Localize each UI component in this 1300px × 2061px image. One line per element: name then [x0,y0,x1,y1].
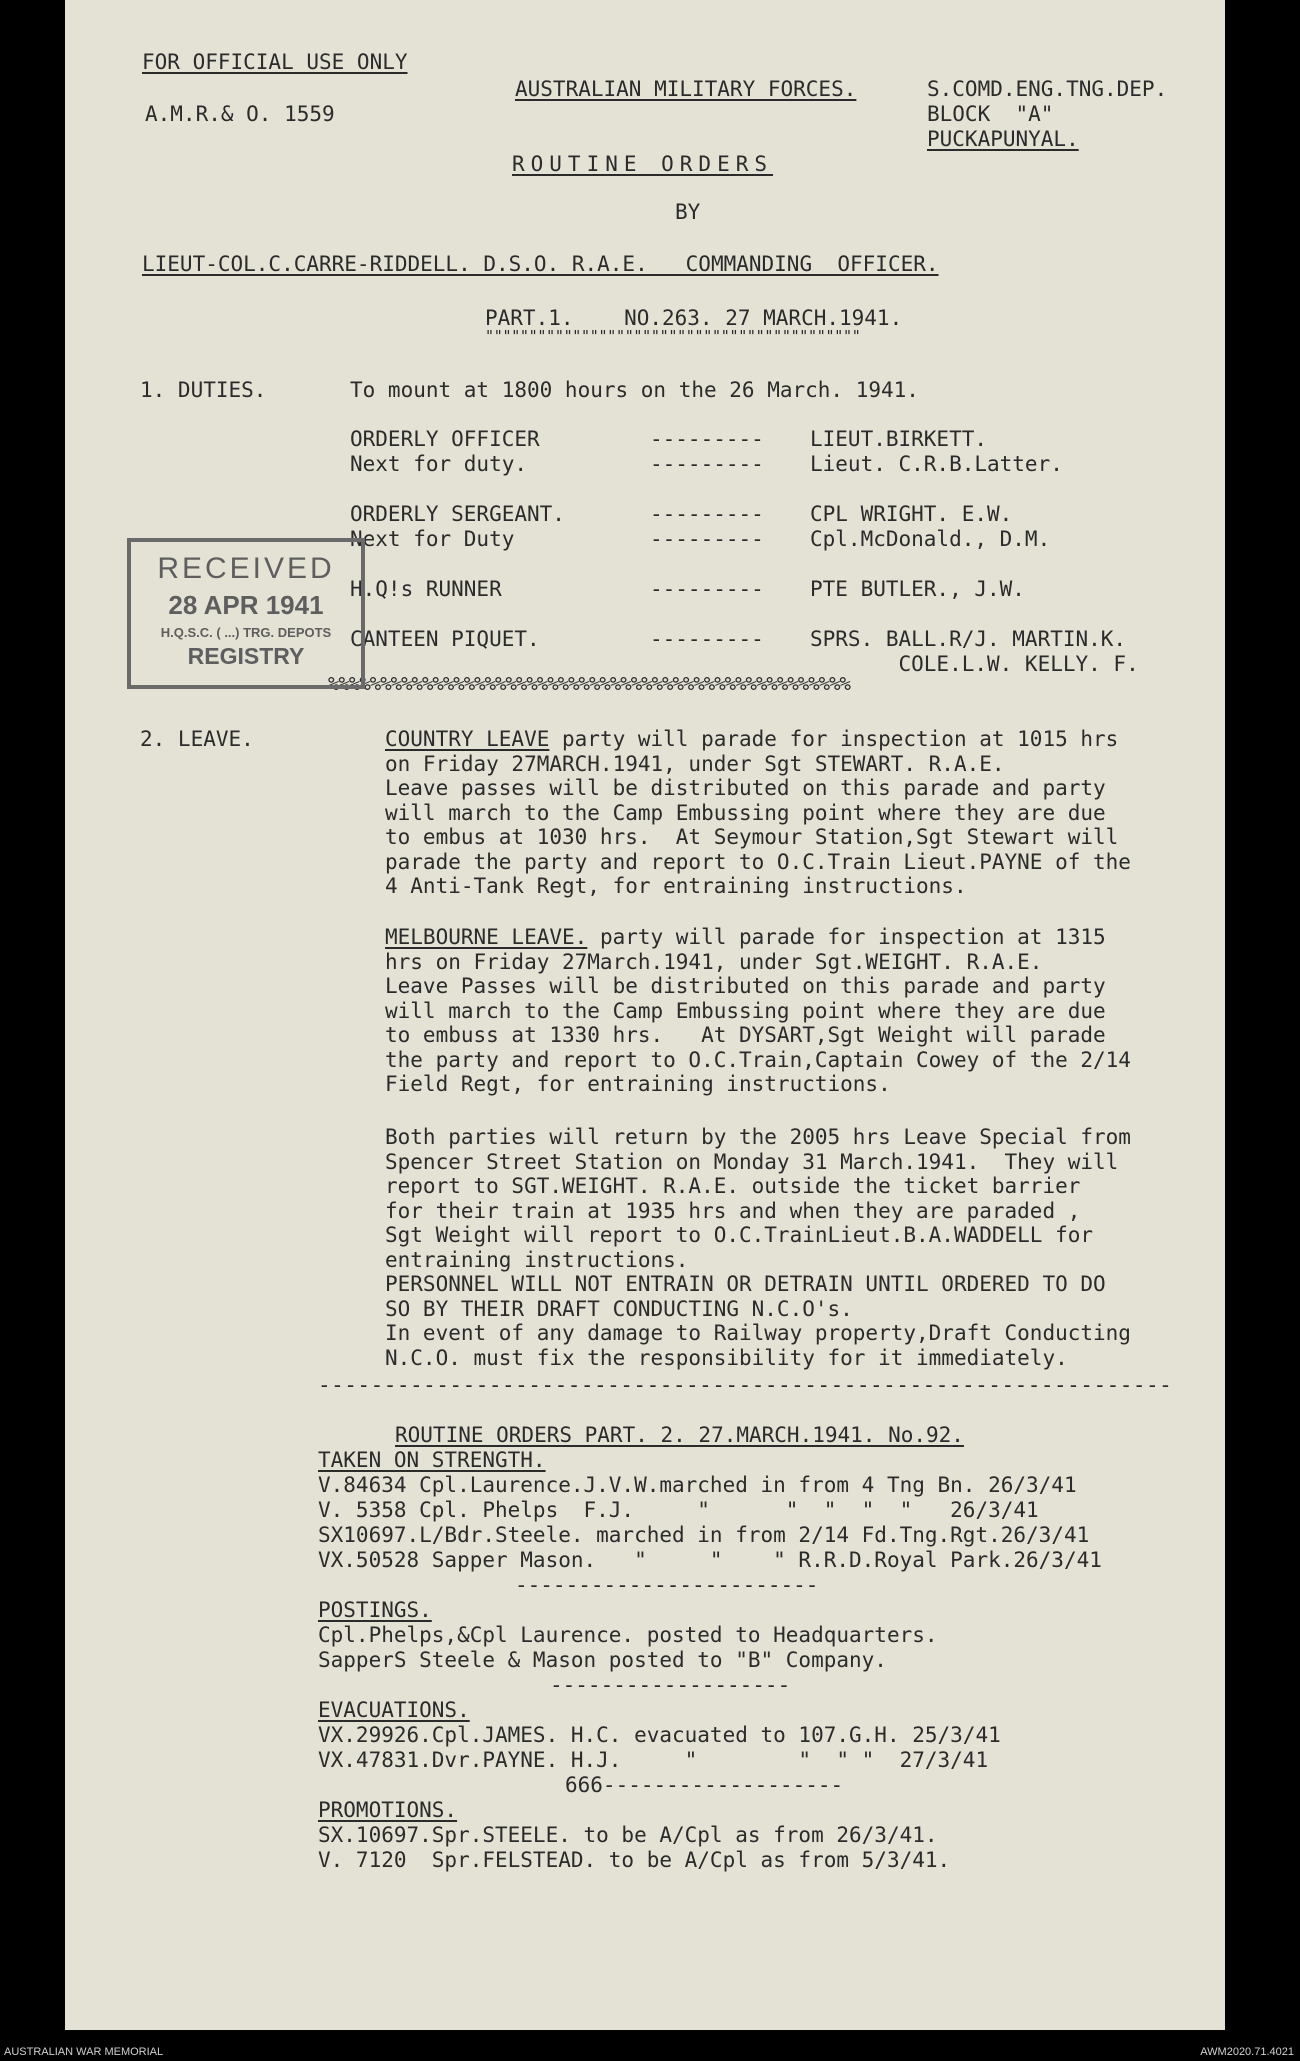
unit-line-1: S.COMD.ENG.TNG.DEP. [927,77,1168,101]
section-rule: ----------------------------------------------------------------- [318,1373,1173,1397]
duty-dash: --------- [650,577,764,601]
stamp-received-text: RECEIVED [157,552,335,585]
evacuation-row: VX.47831.Dvr.PAYNE. H.J. " " " " 27/3/41 [318,1748,989,1772]
unit-line-3: PUCKAPUNYAL. [927,127,1079,151]
organisation-name: AUSTRALIAN MILITARY FORCES. [515,77,857,101]
leave-heading: 2. LEAVE. [140,727,254,751]
received-stamp [127,538,365,689]
duty-dash: --------- [650,527,764,551]
stamp-date: 28 APR 1941 [168,590,324,620]
posting-row: Cpl.Phelps,&Cpl Laurence. posted to Headquarters. [318,1623,938,1647]
page-title: ROUTINE ORDERS [512,152,774,176]
evacuations-heading: EVACUATIONS. [318,1698,470,1722]
melbourne-leave-heading: MELBOURNE LEAVE. [385,925,588,949]
duty-role: H.Q!s RUNNER [350,577,502,601]
footer-accession-number: AWM2020.71.4021 [1200,2046,1294,2058]
return-paragraph: Both parties will return by the 2005 hrs Leave Special from Spencer Street Station on Monday 31 March.1941. They will report to SGT.WEIGHT. R.A.E. outside the ticket barrier for their train at 1935 hrs and when they are paraded , Sgt Weight will report to O.C.TrainLieut.B.A.WADDELL for entraining instructions. PERSONNEL WILL NOT ENTRAIN OR DETRAIN UNTIL ORDERED TO DO SO BY THEIR DRAFT CONDUCTING N.C.O's. In event of any damage to Railway property,Draft Conducting N.C.O. must fix the responsibility for it immediately. [385,1125,1131,1370]
tos-row: V. 5358 Cpl. Phelps F.J. " " " " " 26/3/41 [318,1498,1039,1522]
duties-intro: To mount at 1800 hours on the 26 March. 1941. [350,378,919,402]
duty-role: ORDERLY OFFICER [350,427,540,451]
duty-role: ORDERLY SERGEANT. [350,502,565,526]
short-rule: 666------------------- [565,1773,844,1797]
melbourne-leave-paragraph [385,925,1131,1097]
short-rule: ------------------------ [515,1573,819,1597]
duty-name: PTE BUTLER., J.W. [810,577,1025,601]
melbourne-leave-text: party will parade for inspection at 1315 hrs on Friday 27March.1941, under Sgt.WEIGHT. R.A.E. Leave Passes will be distributed on this parade and party will march to the Camp Embussing point where they are due to embuss at 1330 hrs. At DYSART,Sgt Weight will parade the party and report to O.C.Train,Captain Cowey of the 2/14 Field Regt, for entraining instructions. [385,925,1131,1096]
tos-row: VX.50528 Sapper Mason. " " " R.R.D.Royal Park.26/3/41 [318,1548,1102,1572]
by-label: BY [675,200,701,224]
duty-name: CPL WRIGHT. E.W. [810,502,1013,526]
promotion-row: SX.10697.Spr.STEELE. to be A/Cpl as from 26/3/41. [318,1823,938,1847]
duty-name: LIEUT.BIRKETT. [810,427,988,451]
reference-number: A.M.R.& O. 1559 [145,102,335,126]
posting-row: SapperS Steele & Mason posted to "B" Company. [318,1648,887,1672]
percent-separator: %%%%%%%%%%%%%%%%%%%%%%%%%%%%%%%%%%%%%%%%%%%%%%%%%% [328,673,850,695]
duty-name: Lieut. C.R.B.Latter. [810,452,1063,476]
unit-line-2: BLOCK "A" [927,102,1054,126]
taken-on-strength-heading: TAKEN ON STRENGTH. [318,1448,546,1472]
duty-dash: --------- [650,502,764,526]
duties-heading: 1. DUTIES. [140,378,267,402]
duty-name: SPRS. BALL.R/J. MARTIN.K. [810,627,1127,651]
promotions-heading: PROMOTIONS. [318,1798,458,1822]
part-line-underline: """"""""""""""""""""""""""""""""""""""""""" [485,327,861,345]
classification-label: FOR OFFICIAL USE ONLY [142,50,408,74]
duty-role: Next for Duty [350,527,515,551]
part-number-line: PART.1. NO.263. 27 MARCH.1941. [485,306,903,330]
duty-dash: --------- [650,627,764,651]
footer-source-label: AUSTRALIAN WAR MEMORIAL [4,2046,164,2058]
duty-name: Cpl.McDonald., D.M. [810,527,1051,551]
stamp-unit: H.Q.S.C. ( ...) TRG. DEPOTS [160,624,332,640]
evacuation-row: VX.29926.Cpl.JAMES. H.C. evacuated to 107.G.H. 25/3/41 [318,1723,1001,1747]
stamp-registry: REGISTRY [187,642,305,669]
duty-dash: --------- [650,427,764,451]
country-leave-text: party will parade for inspection at 1015 hrs on Friday 27MARCH.1941, under Sgt STEWART. R.A.E. Leave passes will be distributed on this parade and party will march to the Camp Embussing point where they are due to embus at 1030 hrs. At Seymour Station,Sgt Stewart will parade the party and report to O.C.Train Lieut.PAYNE of the 4 Anti-Tank Regt, for entraining instructions. [385,727,1131,898]
postings-heading: POSTINGS. [318,1598,432,1622]
duty-role: CANTEEN PIQUET. [350,627,540,651]
document-page [65,0,1225,2030]
country-leave-paragraph [385,727,1131,899]
duty-role: Next for duty. [350,452,528,476]
country-leave-heading: COUNTRY LEAVE [385,727,550,751]
commanding-officer-line: LIEUT-COL.C.CARRE-RIDDELL. D.S.O. R.A.E. COMMANDING OFFICER. [142,252,939,276]
tos-row: SX10697.L/Bdr.Steele. marched in from 2/14 Fd.Tng.Rgt.26/3/41 [318,1523,1090,1547]
tos-row: V.84634 Cpl.Laurence.J.V.W.marched in from 4 Tng Bn. 26/3/41 [318,1473,1077,1497]
promotion-row: V. 7120 Spr.FELSTEAD. to be A/Cpl as from 5/3/41. [318,1848,951,1872]
short-rule: ------------------- [550,1673,791,1697]
part2-title: ROUTINE ORDERS PART. 2. 27.MARCH.1941. No.92. [395,1423,964,1447]
duty-name: COLE.L.W. KELLY. F. [810,652,1139,676]
duty-dash: --------- [650,452,764,476]
